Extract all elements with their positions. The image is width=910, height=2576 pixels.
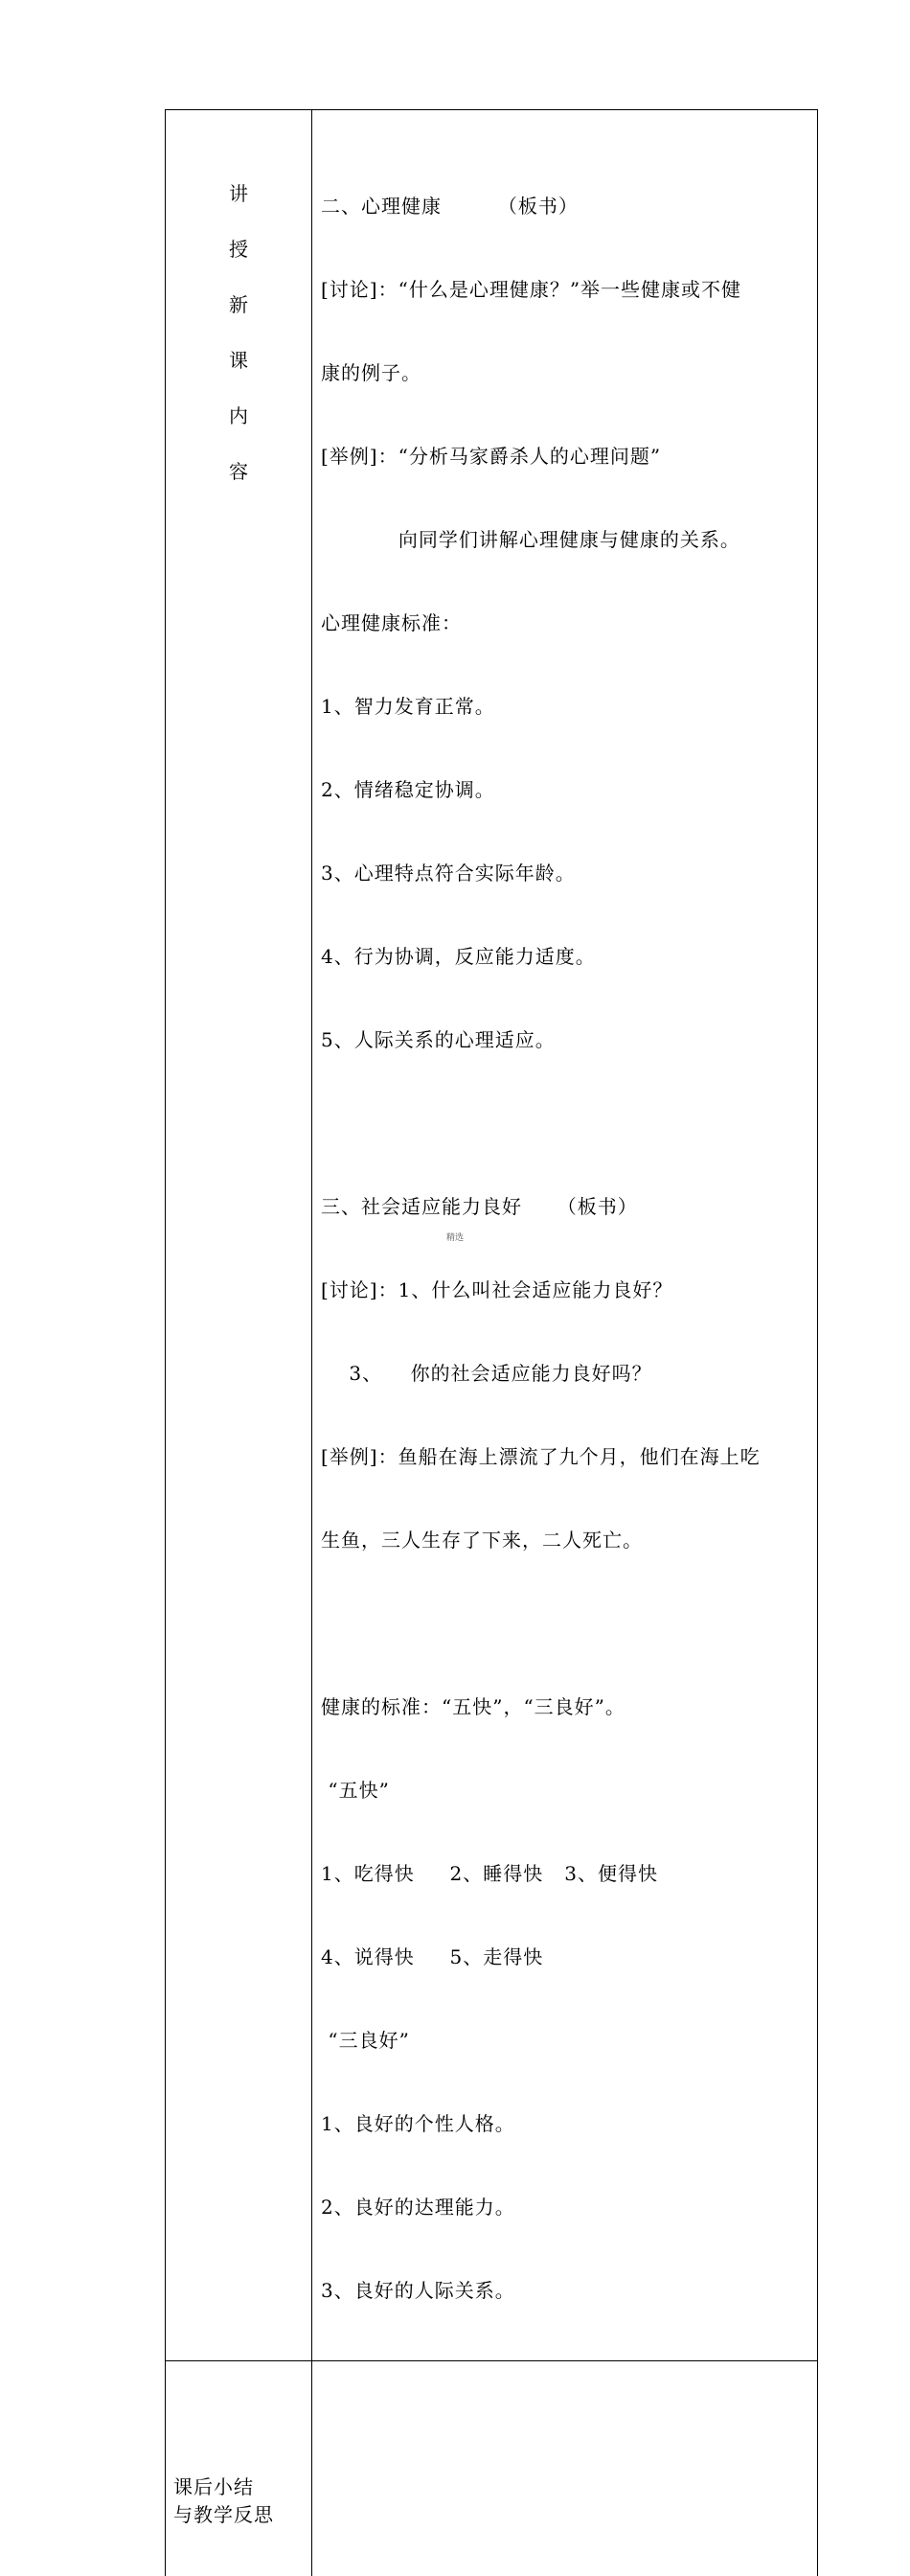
content-line: 心理健康标准： xyxy=(321,610,806,637)
content-line: [讨论]：1、什么叫社会适应能力良好？ xyxy=(321,1276,806,1304)
summary-label-line: 与教学反思 xyxy=(173,2501,311,2529)
lesson-plan-table xyxy=(165,109,818,2576)
section-label-char: 容 xyxy=(229,444,248,499)
content-line: 5、人际关系的心理适应。 xyxy=(321,1026,806,1054)
content-line: 生鱼，三人生存了下来，二人死亡。 xyxy=(321,1527,806,1554)
content-line: 健康的标准：“五快”，“三良好”。 xyxy=(321,1693,806,1721)
section-label-char: 讲 xyxy=(229,166,248,221)
page-footer: 精选 xyxy=(0,1230,910,1243)
content-line: 1、良好的个性人格。 xyxy=(321,2110,806,2138)
blank-line xyxy=(321,1110,806,1138)
content-line: [举例]：“分析马家爵杀人的心理问题” xyxy=(321,443,806,471)
section-label-char: 课 xyxy=(229,333,248,388)
reflection-row xyxy=(166,2361,818,2576)
blank-line xyxy=(321,1610,806,1638)
content-line: 3、心理特点符合实际年龄。 xyxy=(321,860,806,887)
content-line: 向同学们讲解心理健康与健康的关系。 xyxy=(321,526,806,554)
section-label-char: 新 xyxy=(229,277,248,333)
content-line: 1、吃得快 2、睡得快 3、便得快 xyxy=(321,1860,806,1888)
content-line: 1、智力发育正常。 xyxy=(321,693,806,721)
content-line: 4、说得快 5、走得快 xyxy=(321,1944,806,1971)
content-line: 2、情绪稳定协调。 xyxy=(321,776,806,804)
content-line: “五快” xyxy=(321,1777,806,1805)
reflection-cell xyxy=(312,2361,818,2576)
section-label-char: 授 xyxy=(229,221,248,277)
content-line: 康的例子。 xyxy=(321,359,806,387)
content-line: 3、 你的社会适应能力良好吗？ xyxy=(321,1360,806,1388)
content-line: [讨论]：“什么是心理健康？”举一些健康或不健 xyxy=(321,276,806,304)
section-label-char: 内 xyxy=(229,388,248,444)
content-line: [举例]：鱼船在海上漂流了九个月，他们在海上吃 xyxy=(321,1443,806,1471)
content-line: 3、良好的人际关系。 xyxy=(321,2277,806,2305)
section-label xyxy=(166,110,311,499)
content-line: 三、社会适应能力良好 （板书） xyxy=(321,1193,806,1221)
content-line: 二、心理健康 （板书） xyxy=(321,193,806,220)
content-line: 4、行为协调，反应能力适度。 xyxy=(321,943,806,971)
summary-label xyxy=(166,2473,311,2529)
content-line: “三良好” xyxy=(321,2027,806,2055)
content-line: 2、良好的达理能力。 xyxy=(321,2194,806,2221)
summary-label-cell xyxy=(166,2361,312,2576)
summary-label-line: 课后小结 xyxy=(173,2473,311,2501)
